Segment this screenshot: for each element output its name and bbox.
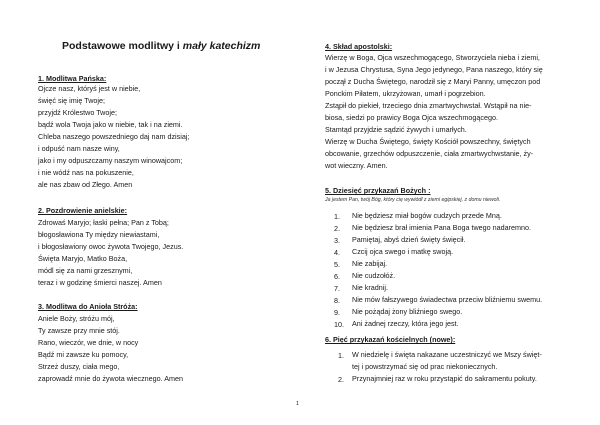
section-heading-apostles-creed: 4. Skład apostolski:: [325, 42, 393, 51]
list-number: 10.: [334, 320, 344, 329]
prayer-line: Strzeż duszy, ciała mego,: [38, 362, 120, 371]
creed-line: obcowanie, grzechów odpuszczenie, ciała zmartwychwstanie, ży-: [325, 149, 534, 158]
prayer-line: i nie wódź nas na pokuszenie,: [38, 168, 134, 177]
prayer-line: błogosławiona Ty między niewiastami,: [38, 230, 160, 239]
prayer-line: Ty zawsze przy mnie stój.: [38, 326, 120, 335]
prayer-line: Zdrowaś Maryjo; łaski pełna; Pan z Tobą;: [38, 218, 169, 227]
creed-line: Ponckim Piłatem, ukrzyżowan, umarł i pogrzebion.: [325, 89, 486, 98]
prayer-line: ale nas zbaw od Złego. Amen: [38, 180, 133, 189]
list-number: 1.: [334, 212, 340, 221]
list-number: 2.: [334, 224, 340, 233]
list-number: 5.: [334, 260, 340, 269]
prayer-line: zaprowadź mnie do żywota wiecznego. Amen: [38, 374, 184, 383]
prayer-line: Aniele Boży, stróżu mój,: [38, 314, 115, 323]
prayer-line: Rano, wieczór, we dnie, w nocy: [38, 338, 139, 347]
prayer-line: jako i my odpuszczamy naszym winowajcom;: [38, 156, 183, 165]
prayer-line: Święta Maryjo, Matko Boża,: [38, 254, 128, 263]
creed-line: wot wieczny. Amen.: [325, 161, 388, 170]
creed-line: biosa, siedzi po prawicy Boga Ojca wszechmogącego.: [325, 113, 498, 122]
prayer-line: Chleba naszego powszedniego daj nam dzisiaj;: [38, 132, 190, 141]
creed-line: i w Jezusa Chrystusa, Syna Jego jedynego, Pana naszego, który się: [325, 65, 543, 74]
list-number: 2.: [338, 375, 344, 384]
section-heading-ten-commandments: 5. Dziesięć przykazań Bożych :: [325, 186, 431, 195]
prayer-line: i błogosławiony owoc żywota Twojego, Jezus.: [38, 242, 184, 251]
creed-line: Zstąpił do piekieł, trzeciego dnia zmartwychwstał. Wstąpił na nie-: [325, 101, 532, 110]
commandment-item: Nie zabijaj.: [352, 259, 388, 268]
creed-line: Wierzę w Ducha Świętego, święty Kościół powszechny, świętych: [325, 137, 531, 146]
precept-line: tej i powstrzymać się od prac niekoniecznych.: [352, 362, 498, 371]
precept-line: W niedzielę i święta nakazane uczestniczyć we Mszy święt-: [352, 350, 542, 359]
page-title: Podstawowe modlitwy i mały katechizm: [62, 40, 261, 52]
list-number: 6.: [334, 272, 340, 281]
prayer-line: bądź wola Twoja jako w niebie, tak i na ziemi.: [38, 120, 183, 129]
section-heading-guardian-angel: 3. Modlitwa do Anioła Stróża:: [38, 302, 138, 311]
prayer-line: święć się imię Twoje;: [38, 96, 105, 105]
list-number: 1.: [338, 351, 344, 360]
commandment-item: Nie będziesz miał bogów cudzych przede Mną.: [352, 211, 502, 220]
commandment-item: Nie kradnij.: [352, 283, 388, 292]
creed-line: Wierzę w Boga, Ojca wszechmogącego, Stworzyciela nieba i ziemi,: [325, 53, 540, 62]
list-number: 9.: [334, 308, 340, 317]
commandment-item: Pamiętaj, abyś dzień święty święcił.: [352, 235, 466, 244]
list-number: 8.: [334, 296, 340, 305]
list-number: 3.: [334, 236, 340, 245]
creed-line: począł z Ducha Świętego, narodził się z Maryi Panny, umęczon pod: [325, 77, 541, 86]
prayer-line: przyjdź Królestwo Twoje;: [38, 108, 117, 117]
commandment-item: Ani żadnej rzeczy, która jego jest.: [352, 319, 459, 328]
prayer-line: módl się za nami grzesznymi,: [38, 266, 133, 275]
commandments-preface: Ja jestem Pan, twój Bóg, który cię wywiódł z ziemi egipskiej, z domu niewoli.: [325, 197, 501, 203]
page-number: 1: [296, 401, 300, 407]
prayer-line: i odpuść nam nasze winy,: [38, 144, 120, 153]
commandment-item: Czcij ojca swego i matkę swoją.: [352, 247, 454, 256]
precept-line: Przynajmniej raz w roku przystąpić do sakramentu pokuty.: [352, 374, 537, 383]
section-heading-church-precepts: 6. Pięć przykazań kościelnych (nowe):: [325, 335, 456, 344]
commandment-item: Nie mów fałszywego świadectwa przeciw bliźniemu swemu.: [352, 295, 543, 304]
prayer-line: Bądź mi zawsze ku pomocy,: [38, 350, 129, 359]
creed-line: Stamtąd przyjdzie sądzić żywych i umarłych.: [325, 125, 467, 134]
prayer-line: teraz i w godzinę śmierci naszej. Amen: [38, 278, 162, 287]
commandment-item: Nie cudzołóż.: [352, 271, 396, 280]
commandment-item: Nie pożądaj żony bliźniego swego.: [352, 307, 463, 316]
list-number: 4.: [334, 248, 340, 257]
section-heading-lords-prayer: 1. Modlitwa Pańska:: [38, 74, 107, 83]
section-heading-hail-mary: 2. Pozdrowienie anielskie:: [38, 206, 128, 215]
list-number: 7.: [334, 284, 340, 293]
prayer-line: Ojcze nasz, któryś jest w niebie,: [38, 84, 141, 93]
commandment-item: Nie będziesz brał imienia Pana Boga twego nadaremno.: [352, 223, 531, 232]
